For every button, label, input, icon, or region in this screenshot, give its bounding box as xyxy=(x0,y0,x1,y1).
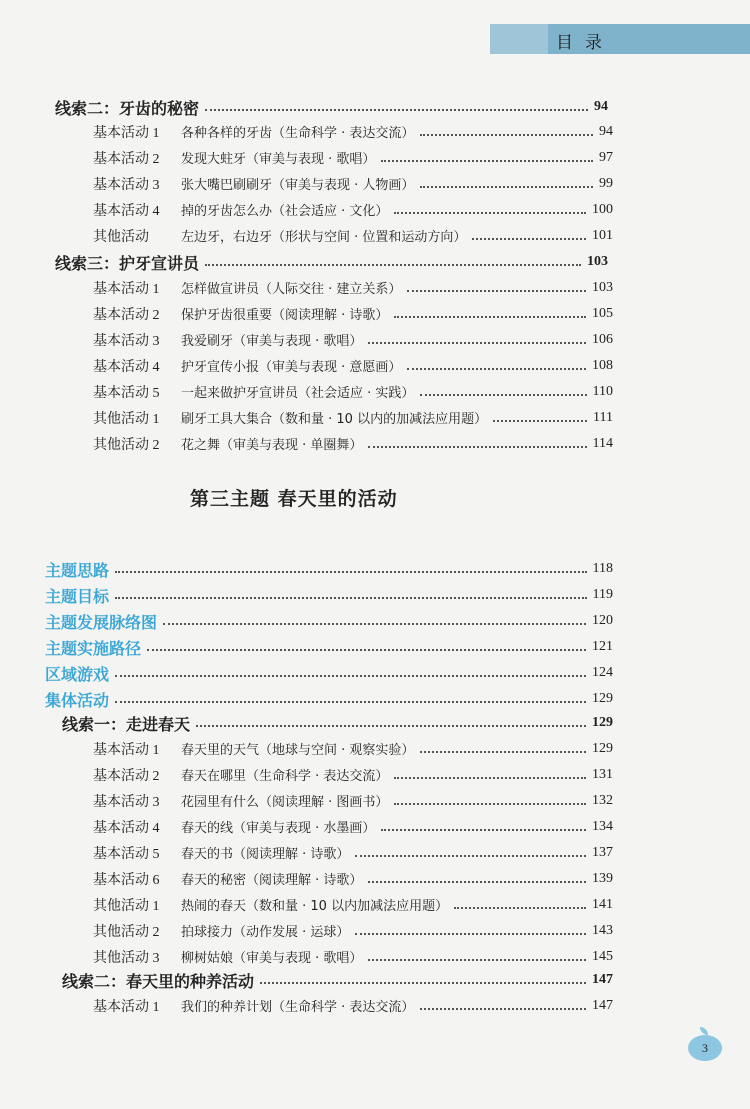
activity-tag: 基本活动 2 xyxy=(93,308,160,323)
page-ref: 94 xyxy=(599,124,613,139)
entry-label xyxy=(93,408,487,428)
dot-leader xyxy=(355,923,586,935)
dot-leader xyxy=(420,998,586,1010)
dot-leader xyxy=(407,280,586,292)
page-ref: 103 xyxy=(592,280,613,295)
activity-tag: 基本活动 1 xyxy=(93,282,160,297)
dot-leader xyxy=(205,99,588,111)
heading-label: 线索一：走进春天 xyxy=(62,714,191,734)
toc-heading xyxy=(55,250,608,274)
page-ref: 147 xyxy=(592,998,613,1013)
activity-tag: 基本活动 3 xyxy=(93,795,160,810)
toc-entry xyxy=(93,763,613,787)
entry-label xyxy=(93,739,414,759)
dot-leader xyxy=(407,358,586,370)
entry-label xyxy=(93,226,466,246)
activity-title: 保护牙齿很重要（阅读理解 · 诗歌） xyxy=(181,308,389,323)
activity-tag: 基本活动 3 xyxy=(93,178,160,193)
dot-leader xyxy=(493,410,587,422)
activity-title: 热闹的春天（数和量 · 10 以内加减法应用题） xyxy=(181,899,449,914)
activity-title: 春天的书（阅读理解 · 诗歌） xyxy=(181,847,350,862)
toc-entry xyxy=(93,224,613,248)
heading-label: 主题目标 xyxy=(45,586,110,606)
header-title: 目录 xyxy=(556,33,614,53)
page-ref: 132 xyxy=(592,793,613,808)
entry-label xyxy=(93,356,401,376)
page-ref: 129 xyxy=(592,691,613,706)
dot-leader xyxy=(381,150,593,162)
activity-tag: 基本活动 4 xyxy=(93,821,160,836)
dot-leader xyxy=(394,767,586,779)
page-ref: 134 xyxy=(592,819,613,834)
page-ref: 94 xyxy=(594,99,608,114)
page-ref: 131 xyxy=(592,767,613,782)
activity-title: 各种各样的牙齿（生命科学 · 表达交流） xyxy=(181,126,415,141)
entry-label xyxy=(93,869,362,889)
activity-tag: 基本活动 3 xyxy=(93,334,160,349)
entry-label xyxy=(93,200,388,220)
activity-title: 怎样做宣讲员（人际交往 · 建立关系） xyxy=(181,282,402,297)
dot-leader xyxy=(115,587,587,599)
page-ref: 103 xyxy=(587,254,608,269)
dot-leader xyxy=(420,741,586,753)
toc-entry xyxy=(93,994,613,1018)
activity-title: 花园里有什么（阅读理解 · 图画书） xyxy=(181,795,389,810)
page-ref: 121 xyxy=(592,639,613,654)
entry-label xyxy=(93,895,448,915)
page-ref: 119 xyxy=(592,587,613,602)
toc-entry xyxy=(93,380,613,404)
entry-label xyxy=(93,382,414,402)
page-ref: 110 xyxy=(592,384,613,399)
toc-entry xyxy=(93,919,613,943)
entry-label xyxy=(93,122,414,142)
dot-leader xyxy=(147,639,586,651)
toc-entry xyxy=(93,198,613,222)
heading-label: 集体活动 xyxy=(45,690,110,710)
toc-heading xyxy=(55,95,608,119)
dot-leader xyxy=(472,228,586,240)
page-ref: 137 xyxy=(592,845,613,860)
dot-leader xyxy=(420,384,586,396)
dot-leader xyxy=(115,561,587,573)
toc-entry xyxy=(93,120,613,144)
dot-leader xyxy=(394,306,586,318)
page-ref: 129 xyxy=(592,715,613,730)
heading-label: 线索二：牙齿的秘密 xyxy=(55,98,200,118)
activity-title: 一起来做护牙宣讲员（社会适应 · 实践） xyxy=(181,386,415,401)
toc-heading xyxy=(45,635,613,659)
activity-title: 春天的秘密（阅读理解 · 诗歌） xyxy=(181,873,363,888)
toc-entry xyxy=(93,432,613,456)
activity-title: 发现大蛀牙（审美与表现 · 歌唱） xyxy=(181,152,376,167)
toc-heading xyxy=(45,687,613,711)
toc-heading xyxy=(45,583,613,607)
page-ref: 118 xyxy=(592,561,613,576)
entry-label xyxy=(93,921,349,941)
dot-leader xyxy=(260,972,586,984)
heading-label: 线索二：春天里的种养活动 xyxy=(62,971,255,991)
toc-entry xyxy=(93,815,613,839)
toc-entry xyxy=(93,841,613,865)
page-ref: 106 xyxy=(592,332,613,347)
activity-title: 刷牙工具大集合（数和量 · 10 以内的加减法应用题） xyxy=(181,412,488,427)
heading-label: 区域游戏 xyxy=(45,664,110,684)
activity-tag: 其他活动 2 xyxy=(93,925,160,940)
dot-leader xyxy=(196,715,586,727)
toc-heading xyxy=(62,711,613,735)
dot-leader xyxy=(394,793,586,805)
toc-heading xyxy=(45,609,613,633)
page-ref: 108 xyxy=(592,358,613,373)
leaf-icon xyxy=(700,1027,708,1035)
activity-tag: 其他活动 1 xyxy=(93,899,160,914)
entry-label xyxy=(93,278,401,298)
activity-tag: 其他活动 1 xyxy=(93,412,160,427)
activity-tag: 其他活动 3 xyxy=(93,951,160,966)
page-ref: 145 xyxy=(592,949,613,964)
page-ref: 101 xyxy=(592,228,613,243)
activity-tag: 基本活动 1 xyxy=(93,1000,160,1015)
dot-leader xyxy=(420,124,593,136)
activity-tag: 基本活动 6 xyxy=(93,873,160,888)
activity-tag: 基本活动 5 xyxy=(93,386,160,401)
toc-entry xyxy=(93,354,613,378)
page-ref: 111 xyxy=(593,410,613,425)
theme-title: 第三主题 春天里的活动 xyxy=(190,488,398,510)
entry-label xyxy=(93,817,375,837)
dot-leader xyxy=(115,691,586,703)
dot-leader xyxy=(115,665,586,677)
entry-label xyxy=(93,791,388,811)
activity-tag: 其他活动 2 xyxy=(93,438,160,453)
page-ref: 143 xyxy=(592,923,613,938)
dot-leader xyxy=(368,871,586,883)
page-ref: 100 xyxy=(592,202,613,217)
activity-tag: 其他活动 xyxy=(93,230,149,245)
activity-title: 张大嘴巴刷刷牙（审美与表现 · 人物画） xyxy=(181,178,415,193)
activity-title: 拍球接力（动作发展 · 运球） xyxy=(181,925,350,940)
dot-leader xyxy=(368,436,586,448)
toc-entry xyxy=(93,172,613,196)
page-ref: 114 xyxy=(592,436,613,451)
activity-tag: 基本活动 1 xyxy=(93,743,160,758)
activity-tag: 基本活动 2 xyxy=(93,769,160,784)
activity-title: 春天里的天气（地球与空间 · 观察实验） xyxy=(181,743,415,758)
page-ref: 129 xyxy=(592,741,613,756)
toc-entry xyxy=(93,867,613,891)
activity-tag: 基本活动 5 xyxy=(93,847,160,862)
page-number: 3 xyxy=(688,1035,722,1061)
activity-title: 我们的种养计划（生命科学 · 表达交流） xyxy=(181,1000,415,1015)
activity-title: 我爱刷牙（审美与表现 · 歌唱） xyxy=(181,334,363,349)
entry-label xyxy=(93,304,388,324)
activity-tag: 基本活动 2 xyxy=(93,152,160,167)
activity-title: 花之舞（审美与表现 · 单圈舞） xyxy=(181,438,363,453)
activity-title: 护牙宣传小报（审美与表现 · 意愿画） xyxy=(181,360,402,375)
heading-label: 主题实施路径 xyxy=(45,638,142,658)
heading-label: 线索三：护牙宣讲员 xyxy=(55,253,200,273)
dot-leader xyxy=(394,202,586,214)
page-ref: 120 xyxy=(592,613,613,628)
activity-title: 柳树姑娘（审美与表现 · 歌唱） xyxy=(181,951,363,966)
toc-heading xyxy=(45,557,613,581)
page-ref: 105 xyxy=(592,306,613,321)
entry-label xyxy=(93,843,349,863)
dot-leader xyxy=(368,332,586,344)
toc-entry xyxy=(93,737,613,761)
entry-label xyxy=(93,434,362,454)
dot-leader xyxy=(420,176,593,188)
activity-title: 掉的牙齿怎么办（社会适应 · 文化） xyxy=(181,204,389,219)
activity-tag: 基本活动 1 xyxy=(93,126,160,141)
toc-heading xyxy=(62,968,613,992)
activity-title: 左边牙，右边牙（形状与空间 · 位置和运动方向） xyxy=(181,230,467,245)
dot-leader xyxy=(368,949,586,961)
toc-entry xyxy=(93,276,613,300)
dot-leader xyxy=(205,254,581,266)
dot-leader xyxy=(355,845,586,857)
activity-title: 春天的线（审美与表现 · 水墨画） xyxy=(181,821,376,836)
activity-title: 春天在哪里（生命科学 · 表达交流） xyxy=(181,769,389,784)
toc-entry xyxy=(93,302,613,326)
entry-label xyxy=(93,174,414,194)
activity-tag: 基本活动 4 xyxy=(93,204,160,219)
page-ref: 147 xyxy=(592,972,613,987)
entry-label xyxy=(93,996,414,1016)
toc-entry xyxy=(93,406,613,430)
activity-tag: 基本活动 4 xyxy=(93,360,160,375)
entry-label xyxy=(93,765,388,785)
toc-entry xyxy=(93,328,613,352)
page-ref: 141 xyxy=(592,897,613,912)
toc-entry xyxy=(93,789,613,813)
page-ref: 139 xyxy=(592,871,613,886)
entry-label xyxy=(93,330,362,350)
entry-label xyxy=(93,148,375,168)
toc-entry xyxy=(93,893,613,917)
page-ref: 97 xyxy=(599,150,613,165)
entry-label xyxy=(93,947,362,967)
dot-leader xyxy=(454,897,586,909)
heading-label: 主题发展脉络图 xyxy=(45,612,158,632)
toc-entry xyxy=(93,945,613,969)
dot-leader xyxy=(163,613,586,625)
toc-heading xyxy=(45,661,613,685)
page-ref: 99 xyxy=(599,176,613,191)
heading-label: 主题思路 xyxy=(45,560,110,580)
toc-entry xyxy=(93,146,613,170)
dot-leader xyxy=(381,819,586,831)
page-ref: 124 xyxy=(592,665,613,680)
